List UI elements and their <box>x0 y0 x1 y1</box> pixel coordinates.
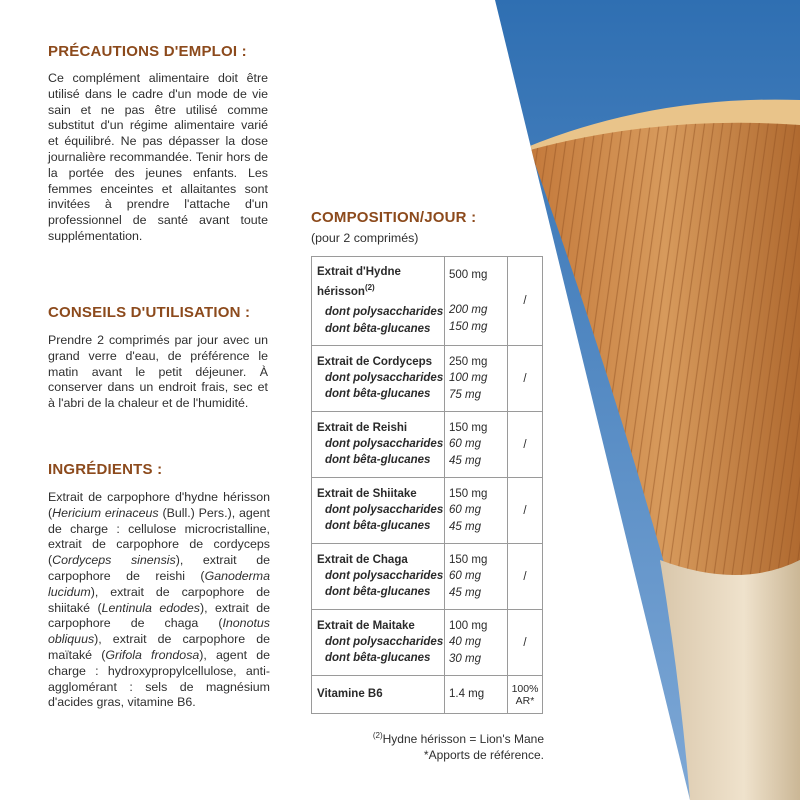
footnote-apports: *Apports de référence. <box>423 748 544 762</box>
ingredients-title: INGRÉDIENTS : <box>48 461 163 478</box>
footnote-lions-mane: $^{(2)}$Hydne hérisson = Lion's Mane <box>372 731 544 746</box>
table-row: Extrait de Maitake dont polysaccharides dont bêta-glucanes 100 mg 40 mg 30 mg / <box>312 610 543 676</box>
table-row: Extrait de Reishi dont polysaccharides dont bêta-glucanes 150 mg 60 mg 45 mg / <box>312 412 543 478</box>
conseils-title: CONSEILS D'UTILISATION : <box>48 304 251 321</box>
table-row: Extrait de Cordyceps dont polysaccharides dont bêta-glucanes 250 mg 100 mg 75 mg / <box>312 346 543 412</box>
composition-subtitle: (pour 2 comprimés) <box>311 231 419 245</box>
table-row: Vitamine B6 1.4 mg 100% AR* <box>312 676 543 714</box>
table-row: Extrait d'Hydne hérisson$^{(2)}$ dont polysaccharides dont bêta-glucanes 500 mg 200 mg 150 mg / <box>312 257 543 346</box>
composition-table <box>311 256 543 714</box>
table-row: Extrait de Shiitake dont polysaccharides dont bêta-glucanes 150 mg 60 mg 45 mg / <box>312 478 543 544</box>
ingredient-name: Extrait d'Hydne hérisson$^{(2)}$ <box>317 265 401 298</box>
precautions-text: Ce complément alimentaire doit être utilisé dans le cadre d'un mode de vie sain et ne pas être utilisé comme substitut d'un régime alimentaire varié et équilibré. Ne pas dépasser la dose journalière recommandée. Tenir hors de la portée des jeunes enfants. Les femmes enceintes et allaitantes sont invitées à prendre l'attache d'un professionnel de santé avant toute supplémentation. <box>48 71 268 243</box>
ingredients-text: Extrait de carpophore d'hydne hérisson (Hericium erinaceus (Bull.) Pers.), agent de charge : cellulose microcristalline, extrait de carpophore de cordyceps (Cordyceps sinensis), extrait de carpophore de reishi (Ganoderma lucidum), extrait de carpophore de shiitaké (Lentinula edodes), extrait de carpophore de chaga (Inonotus obliquus), extrait de carpophore de maïtaké (Grifola frondosa), agent de charge : hydroxypropylcellulose, anti-agglomérant : sels de magnésium d'acides gras, vitamine B6. <box>48 490 270 710</box>
conseils-text: Prendre 2 comprimés par jour avec un grand verre d'eau, de préférence le matin avant le petit déjeuner. À conserver dans un endroit frais, sec et à l'abri de la chaleur et de l'humidité. <box>48 333 268 411</box>
precautions-title: PRÉCAUTIONS D'EMPLOI : <box>48 43 247 60</box>
table-row: Extrait de Chaga dont polysaccharides dont bêta-glucanes 150 mg 60 mg 45 mg / <box>312 544 543 610</box>
composition-title: COMPOSITION/JOUR : <box>311 209 477 226</box>
